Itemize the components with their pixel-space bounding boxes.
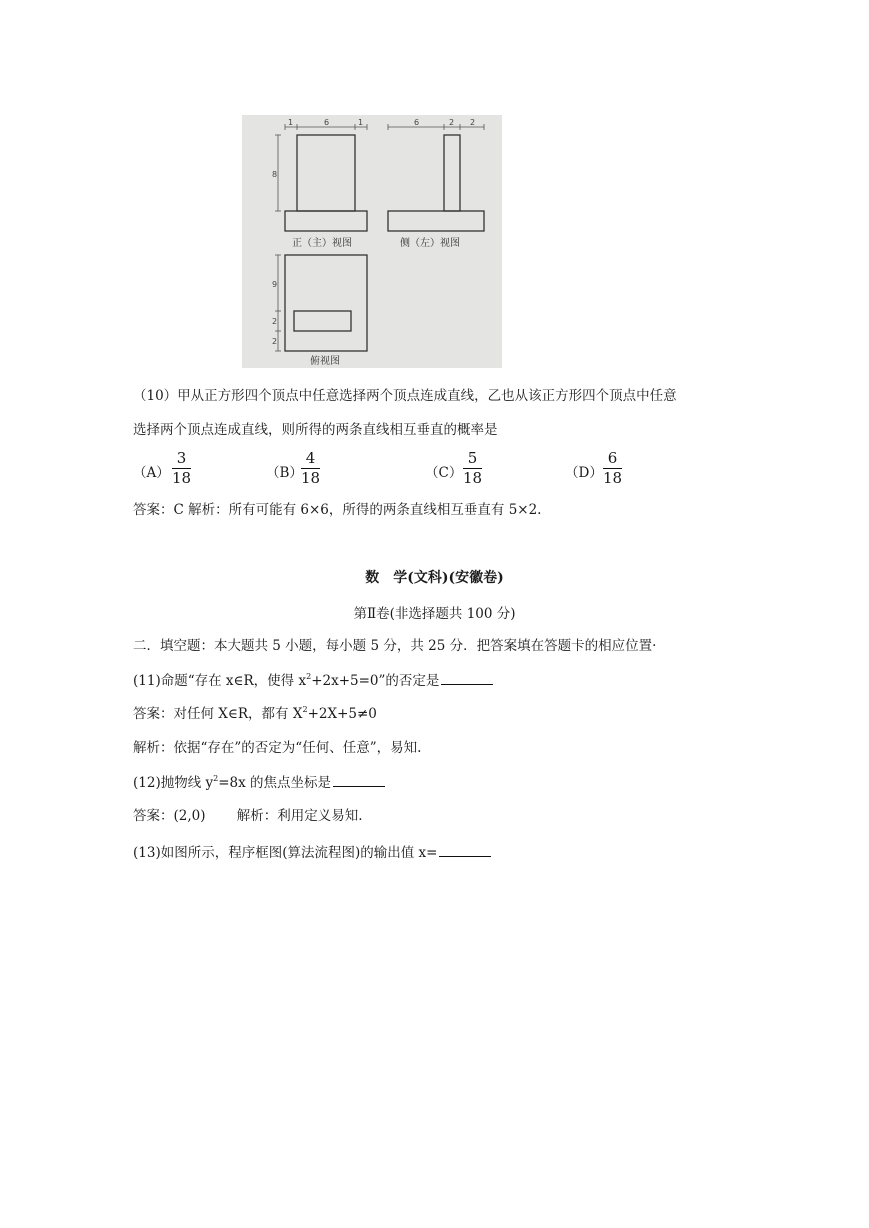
q13-question: [133, 842, 491, 863]
q11-answer-prefix: 答案：对任何 X∈R，都有 X: [133, 706, 303, 722]
option-a-numerator: 3: [176, 449, 187, 467]
option-d-fraction: [603, 450, 622, 487]
option-c-label: （C）: [425, 465, 463, 481]
q11-suffix: +2x+5=0”的否定是: [311, 673, 440, 689]
option-d-denominator: 18: [603, 469, 623, 487]
section-subtitle: 第Ⅱ卷(非选择题共 100 分): [353, 606, 516, 622]
q11-explanation: 解析：依据“存在”的否定为“任何、任意”，易知.: [133, 740, 422, 756]
q13-text: (13)如图所示，程序框图(算法流程图)的输出值 x=: [133, 845, 438, 861]
front-view-label: 正（主）视图: [292, 238, 352, 249]
q11-answer-suffix: +2X+5≠0: [307, 706, 377, 722]
option-c-fraction: [463, 450, 482, 487]
side-view-label: 侧（左）视图: [400, 238, 460, 249]
top-dim-1: 9: [272, 280, 278, 289]
option-c-numerator: 5: [467, 449, 478, 467]
side-dim-1: 6: [414, 118, 420, 127]
side-dim-3: 2: [470, 118, 476, 127]
front-dim-2: 6: [324, 118, 330, 127]
option-a-fraction: [172, 450, 191, 487]
q12-question: [133, 772, 385, 793]
q10-line2: 选择两个顶点连成直线，则所得的两条直线相互垂直的概率是: [133, 422, 498, 438]
q11-prefix: (11)命题“存在 x∈R，使得 x: [133, 673, 307, 689]
q12-answer: 答案：(2,0) 解析：利用定义易知.: [133, 808, 363, 824]
top-dim-2: 2: [272, 317, 278, 326]
q11-question: [133, 670, 493, 691]
three-view-drawing: [242, 115, 502, 368]
q11-sup: 2: [306, 672, 312, 681]
q12-suffix: =8x 的焦点坐标是: [218, 775, 332, 791]
side-dim-2: 2: [449, 118, 455, 127]
q12-answer-blank[interactable]: [333, 772, 385, 787]
option-d-numerator: 6: [607, 449, 618, 467]
option-a-denominator: 18: [172, 469, 192, 487]
option-d-label: （D）: [565, 465, 603, 481]
q11-answer-sup: 2: [302, 705, 308, 714]
front-dim-3: 1: [358, 118, 364, 127]
q11-answer: [133, 704, 377, 724]
height-dim: 8: [272, 170, 278, 179]
option-b-label: （B）: [266, 465, 303, 481]
q12-prefix: (12)抛物线 y: [133, 775, 214, 791]
option-a-label: （A）: [133, 465, 170, 481]
option-c-denominator: 18: [463, 469, 483, 487]
option-b-fraction: [301, 450, 320, 487]
option-b-denominator: 18: [301, 469, 321, 487]
section-title: 数 学(文科)(安徽卷): [365, 570, 504, 586]
top-dim-3: 2: [272, 337, 278, 346]
top-view-label: 俯视图: [310, 356, 340, 367]
front-dim-1: 1: [288, 118, 294, 127]
option-b-numerator: 4: [305, 449, 316, 467]
section-instructions: 二．填空题：本大题共 5 小题，每小题 5 分，共 25 分．把答案填在答题卡的相应位置·: [133, 638, 657, 654]
q12-sup: 2: [213, 774, 219, 783]
q10-line1: （10）甲从正方形四个顶点中任意选择两个顶点连成直线，乙也从该正方形四个顶点中任意: [133, 388, 677, 404]
three-view-figure: [242, 115, 502, 368]
q13-answer-blank[interactable]: [439, 842, 491, 857]
q11-answer-blank[interactable]: [441, 670, 493, 685]
q10-answer: 答案：C 解析：所有可能有 6×6，所得的两条直线相互垂直有 5×2.: [133, 502, 542, 518]
